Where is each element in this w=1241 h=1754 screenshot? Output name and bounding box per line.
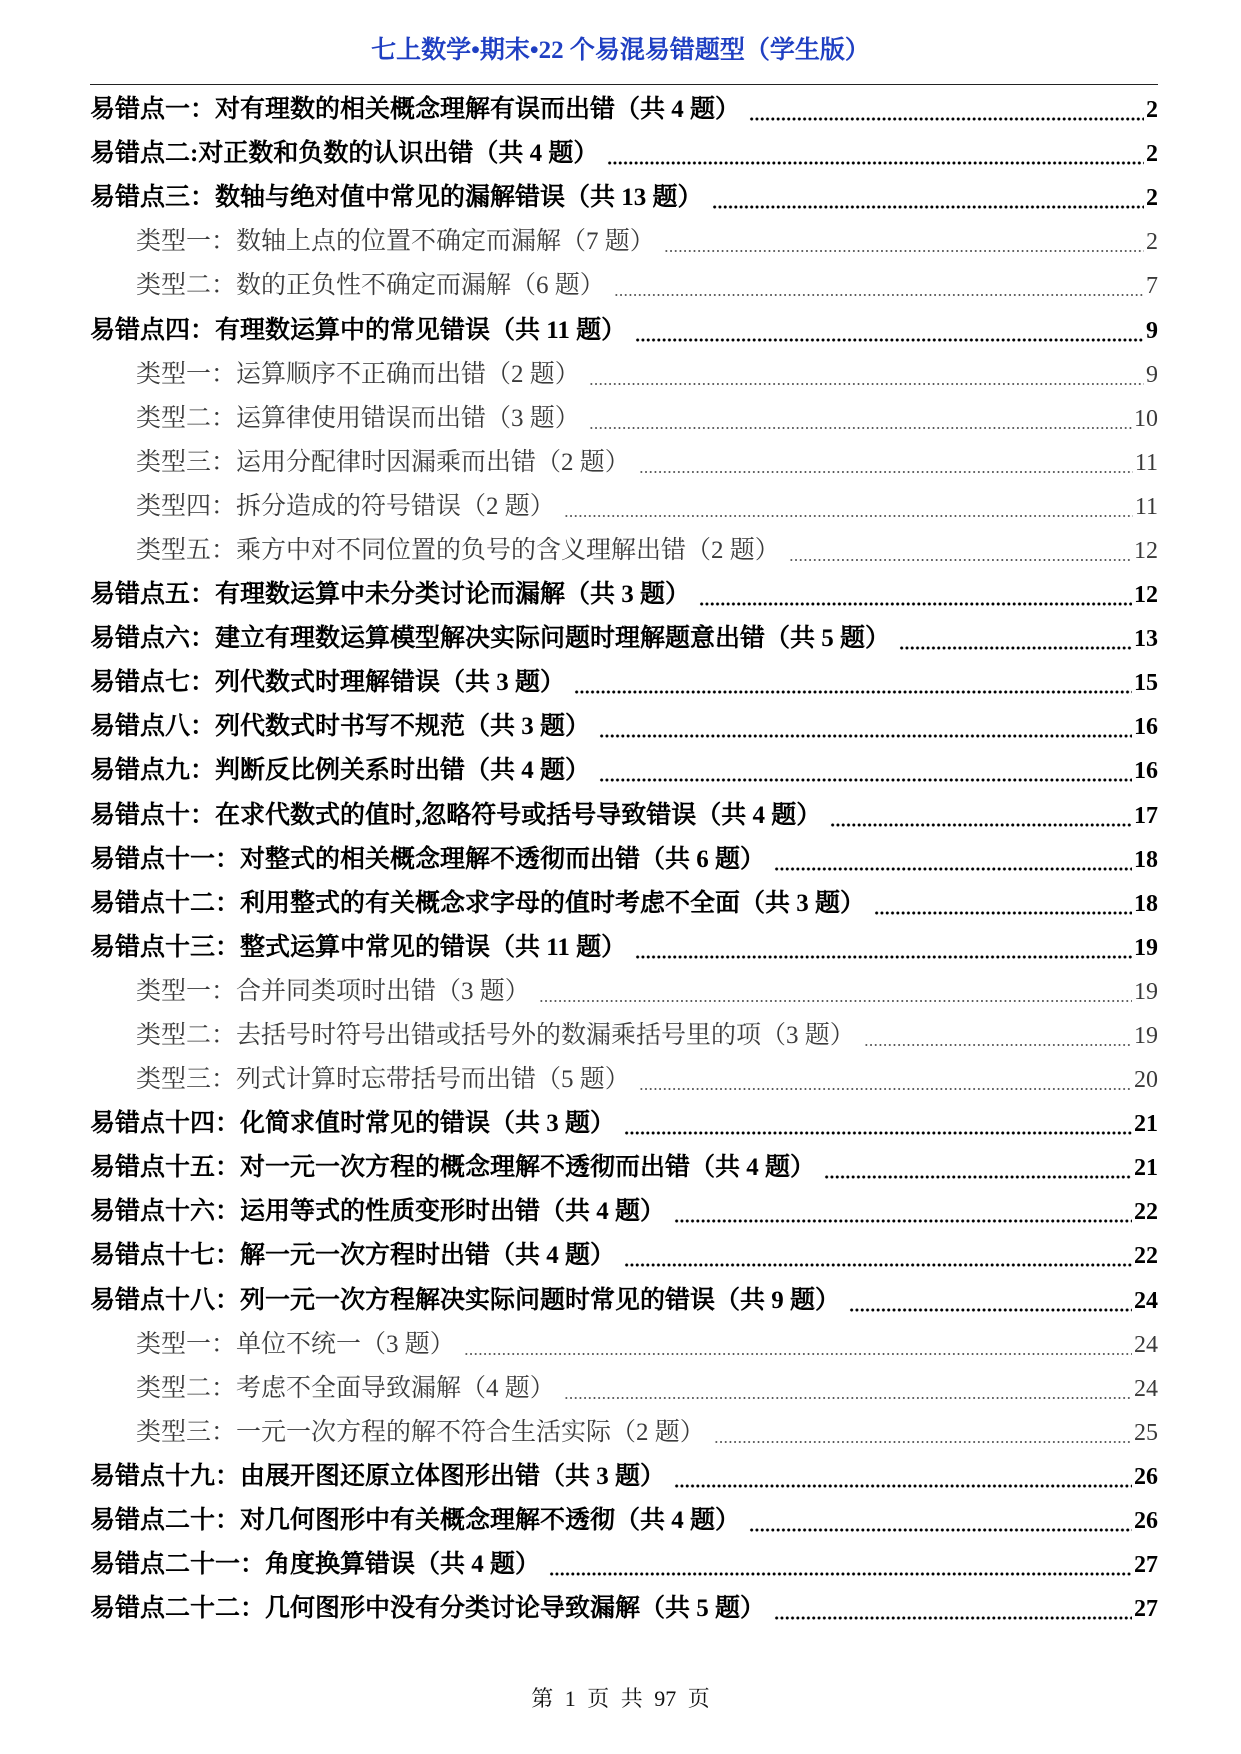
toc-entry-label: 易错点十三：整式运算中常见的错误（共 11 题） xyxy=(90,933,627,961)
toc-list xyxy=(90,88,1158,1631)
toc-entry-page-number: 24 xyxy=(1134,1287,1158,1314)
dot-leader xyxy=(599,778,1132,782)
toc-subentry[interactable] xyxy=(90,397,1158,441)
toc-subentry-label: 类型二：去括号时符号出错或括号外的数漏乘括号里的项（3 题） xyxy=(136,1022,855,1050)
toc-entry-page-number: 19 xyxy=(1134,934,1158,961)
toc-subentry-page-number: 11 xyxy=(1134,449,1158,476)
toc-entry-page-number: 18 xyxy=(1134,890,1158,917)
toc-subentry-page-number: 24 xyxy=(1134,1331,1158,1358)
toc-entry-page-number: 2 xyxy=(1146,185,1158,212)
toc-subentry[interactable] xyxy=(90,1367,1158,1411)
toc-entry[interactable] xyxy=(90,176,1158,220)
toc-entry[interactable] xyxy=(90,617,1158,661)
toc-subentry[interactable] xyxy=(90,220,1158,264)
dot-leader xyxy=(789,558,1132,562)
dot-leader xyxy=(830,823,1132,827)
toc-entry-label: 易错点九：判断反比例关系时出错（共 4 题） xyxy=(90,757,591,785)
toc-entry-page-number: 17 xyxy=(1134,802,1158,829)
toc-entry-page-number: 27 xyxy=(1134,1596,1158,1623)
toc-entry[interactable] xyxy=(90,573,1158,617)
toc-entry-page-number: 21 xyxy=(1134,1155,1158,1182)
dot-leader xyxy=(674,1484,1132,1488)
toc-subentry[interactable] xyxy=(90,1411,1158,1455)
toc-entry[interactable] xyxy=(90,1587,1158,1631)
toc-entry-label: 易错点十五：对一元一次方程的概念理解不透彻而出错（共 4 题） xyxy=(90,1154,816,1182)
toc-entry-label: 易错点十一：对整式的相关概念理解不透彻而出错（共 6 题） xyxy=(90,845,766,873)
dot-leader xyxy=(639,470,1133,474)
dot-leader xyxy=(749,1528,1132,1532)
dot-leader xyxy=(749,117,1144,121)
toc-entry-label: 易错点一：对有理数的相关概念理解有误而出错（共 4 题） xyxy=(90,96,741,124)
toc-entry[interactable] xyxy=(90,1455,1158,1499)
dot-leader xyxy=(624,1131,1132,1135)
footer-page-number: 第 1 页 共 97 页 xyxy=(531,1686,710,1711)
toc-subentry-label: 类型五：乘方中对不同位置的负号的含义理解出错（2 题） xyxy=(136,536,780,564)
toc-entry[interactable] xyxy=(90,882,1158,926)
dot-leader xyxy=(874,911,1132,915)
toc-entry-label: 易错点六：建立有理数运算模型解决实际问题时理解题意出错（共 5 题） xyxy=(90,625,891,653)
dot-leader xyxy=(774,1616,1132,1620)
dot-leader xyxy=(899,646,1132,650)
dot-leader xyxy=(464,1352,1132,1356)
toc-entry-page-number: 15 xyxy=(1134,670,1158,697)
toc-entry-page-number: 27 xyxy=(1134,1552,1158,1579)
toc-subentry[interactable] xyxy=(90,353,1158,397)
toc-entry[interactable] xyxy=(90,308,1158,352)
toc-entry[interactable] xyxy=(90,1499,1158,1543)
toc-entry[interactable] xyxy=(90,838,1158,882)
toc-entry-label: 易错点十：在求代数式的值时,忽略符号或括号导致错误（共 4 题） xyxy=(90,801,822,829)
toc-subentry[interactable] xyxy=(90,529,1158,573)
dot-leader xyxy=(699,602,1132,606)
toc-subentry[interactable] xyxy=(90,485,1158,529)
toc-subentry-page-number: 20 xyxy=(1134,1067,1158,1094)
dot-leader xyxy=(614,293,1144,297)
toc-entry-label: 易错点二十一：角度换算错误（共 4 题） xyxy=(90,1551,541,1579)
dot-leader xyxy=(635,338,1144,342)
toc-subentry-label: 类型二：运算律使用错误而出错（3 题） xyxy=(136,404,580,432)
toc-entry-page-number: 21 xyxy=(1134,1111,1158,1138)
dot-leader xyxy=(635,955,1132,959)
toc-subentry-label: 类型三：列式计算时忘带括号而出错（5 题） xyxy=(136,1066,630,1094)
toc-entry-label: 易错点十六：运用等式的性质变形时出错（共 4 题） xyxy=(90,1198,666,1226)
dot-leader xyxy=(774,867,1132,871)
toc-entry-label: 易错点四：有理数运算中的常见错误（共 11 题） xyxy=(90,316,627,344)
toc-entry-label: 易错点三：数轴与绝对值中常见的漏解错误（共 13 题） xyxy=(90,184,703,212)
toc-entry-page-number: 12 xyxy=(1134,582,1158,609)
toc-entry-page-number: 2 xyxy=(1146,141,1158,168)
dot-leader xyxy=(574,690,1132,694)
toc-entry[interactable] xyxy=(90,661,1158,705)
toc-entry[interactable] xyxy=(90,794,1158,838)
toc-subentry-label: 类型二：考虑不全面导致漏解（4 题） xyxy=(136,1374,555,1402)
dot-leader xyxy=(824,1175,1132,1179)
toc-subentry-label: 类型一：单位不统一（3 题） xyxy=(136,1330,455,1358)
toc-entry-page-number: 22 xyxy=(1134,1199,1158,1226)
toc-subentry-page-number: 24 xyxy=(1134,1375,1158,1402)
toc-subentry-page-number: 7 xyxy=(1146,273,1158,300)
dot-leader xyxy=(664,249,1144,253)
dot-leader xyxy=(599,734,1132,738)
toc-entry[interactable] xyxy=(90,926,1158,970)
dot-leader xyxy=(639,1087,1132,1091)
toc-entry-page-number: 26 xyxy=(1134,1508,1158,1535)
toc-entry[interactable] xyxy=(90,1234,1158,1278)
toc-entry-page-number: 13 xyxy=(1134,626,1158,653)
toc-entry-page-number: 22 xyxy=(1134,1243,1158,1270)
toc-entry-page-number: 16 xyxy=(1134,758,1158,785)
toc-entry-label: 易错点八：列代数式时书写不规范（共 3 题） xyxy=(90,713,591,741)
dot-leader xyxy=(589,426,1132,430)
toc-entry-label: 易错点十八：列一元一次方程解决实际问题时常见的错误（共 9 题） xyxy=(90,1286,841,1314)
toc-subentry[interactable] xyxy=(90,1014,1158,1058)
toc-entry-label: 易错点十九：由展开图还原立体图形出错（共 3 题） xyxy=(90,1462,666,1490)
toc-entry[interactable] xyxy=(90,749,1158,793)
toc-entry[interactable] xyxy=(90,88,1158,132)
toc-subentry[interactable] xyxy=(90,264,1158,308)
toc-subentry[interactable] xyxy=(90,970,1158,1014)
toc-entry[interactable] xyxy=(90,1543,1158,1587)
toc-entry-page-number: 16 xyxy=(1134,714,1158,741)
toc-entry[interactable] xyxy=(90,1190,1158,1234)
toc-subentry-label: 类型三：一元一次方程的解不符合生活实际（2 题） xyxy=(136,1418,705,1446)
toc-subentry[interactable] xyxy=(90,441,1158,485)
toc-entry-label: 易错点十二：利用整式的有关概念求字母的值时考虑不全面（共 3 题） xyxy=(90,889,866,917)
toc-entry-label: 易错点二十二：几何图形中没有分类讨论导致漏解（共 5 题） xyxy=(90,1595,766,1623)
toc-subentry[interactable] xyxy=(90,1323,1158,1367)
toc-subentry-page-number: 9 xyxy=(1146,361,1158,388)
toc-entry-label: 易错点二十：对几何图形中有关概念理解不透彻（共 4 题） xyxy=(90,1507,741,1535)
dot-leader xyxy=(607,161,1144,165)
toc-entry[interactable] xyxy=(90,132,1158,176)
toc-subentry-page-number: 12 xyxy=(1134,537,1158,564)
toc-subentry[interactable] xyxy=(90,1058,1158,1102)
toc-subentry-label: 类型二：数的正负性不确定而漏解（6 题） xyxy=(136,272,605,300)
toc-entry[interactable] xyxy=(90,1102,1158,1146)
toc-entry-label: 易错点二:对正数和负数的认识出错（共 4 题） xyxy=(90,140,599,168)
toc-entry[interactable] xyxy=(90,1146,1158,1190)
dot-leader xyxy=(864,1043,1132,1047)
dot-leader xyxy=(539,999,1132,1003)
toc-subentry-page-number: 2 xyxy=(1146,229,1158,256)
dot-leader xyxy=(674,1219,1132,1223)
toc-subentry-page-number: 25 xyxy=(1134,1419,1158,1446)
toc-subentry-page-number: 10 xyxy=(1134,405,1158,432)
toc-entry-page-number: 26 xyxy=(1134,1463,1158,1490)
dot-leader xyxy=(589,382,1144,386)
dot-leader xyxy=(564,514,1133,518)
toc-entry[interactable] xyxy=(90,705,1158,749)
toc-entry-label: 易错点十四：化简求值时常见的错误（共 3 题） xyxy=(90,1110,616,1138)
toc-entry[interactable] xyxy=(90,1279,1158,1323)
toc-subentry-page-number: 19 xyxy=(1134,978,1158,1005)
toc-subentry-page-number: 19 xyxy=(1134,1023,1158,1050)
dot-leader xyxy=(564,1396,1132,1400)
header-rule xyxy=(90,84,1158,85)
dot-leader xyxy=(849,1308,1132,1312)
toc-entry-page-number: 2 xyxy=(1146,97,1158,124)
dot-leader xyxy=(549,1572,1132,1576)
toc-entry-label: 易错点十七：解一元一次方程时出错（共 4 题） xyxy=(90,1242,616,1270)
toc-subentry-label: 类型一：合并同类项时出错（3 题） xyxy=(136,977,530,1005)
toc-subentry-page-number: 11 xyxy=(1134,493,1158,520)
dot-leader xyxy=(624,1263,1132,1267)
toc-subentry-label: 类型四：拆分造成的符号错误（2 题） xyxy=(136,492,555,520)
toc-entry-page-number: 18 xyxy=(1134,846,1158,873)
document-title: 七上数学•期末•22 个易混易错题型（学生版） xyxy=(371,37,870,64)
toc-subentry-label: 类型一：数轴上点的位置不确定而漏解（7 题） xyxy=(136,228,655,256)
toc-entry-page-number: 9 xyxy=(1146,317,1158,344)
toc-entry-label: 易错点五：有理数运算中未分类讨论而漏解（共 3 题） xyxy=(90,581,691,609)
toc-entry-label: 易错点七：列代数式时理解错误（共 3 题） xyxy=(90,669,566,697)
toc-subentry-label: 类型三：运用分配律时因漏乘而出错（2 题） xyxy=(136,448,630,476)
dot-leader xyxy=(712,205,1144,209)
toc-subentry-label: 类型一：运算顺序不正确而出错（2 题） xyxy=(136,360,580,388)
dot-leader xyxy=(714,1440,1132,1444)
